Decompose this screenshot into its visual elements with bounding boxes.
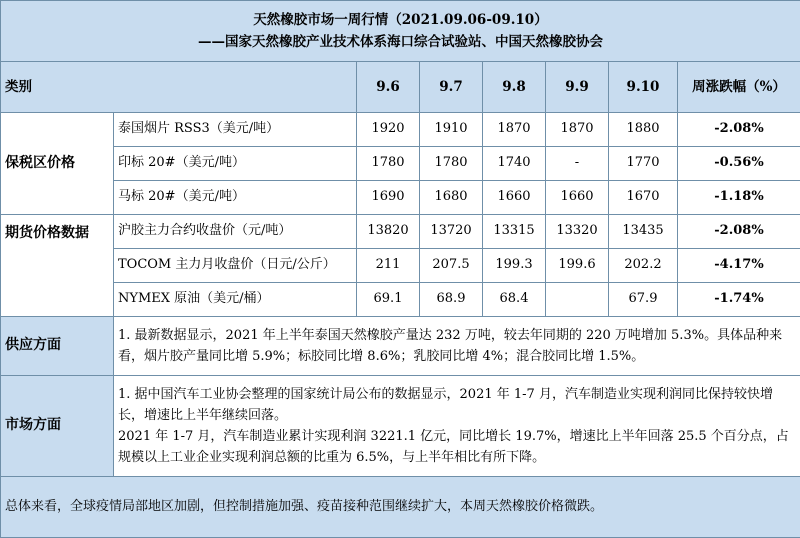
price-cell: 1670: [609, 181, 678, 215]
table-row: [1, 113, 800, 147]
header-date: 9.8: [483, 62, 546, 113]
price-cell: 1870: [483, 113, 546, 147]
price-cell: 13820: [357, 215, 420, 249]
price-cell: 207.5: [420, 249, 483, 283]
price-cell: 1770: [609, 147, 678, 181]
price-cell: 67.9: [609, 283, 678, 317]
item-label: 泰国烟片 RSS3（美元/吨）: [114, 113, 357, 147]
item-label: 印标 20#（美元/吨）: [114, 147, 357, 181]
price-cell: 1870: [546, 113, 609, 147]
price-cell: 1680: [420, 181, 483, 215]
report-title-source: ——国家天然橡胶产业技术体系海口综合试验站、中国天然橡胶协会: [1, 31, 800, 53]
market-text: [114, 376, 800, 477]
price-cell: 1910: [420, 113, 483, 147]
change-cell: -1.18%: [678, 181, 800, 215]
market-row: [1, 376, 800, 477]
item-label: 沪胶主力合约收盘价（元/吨）: [114, 215, 357, 249]
price-cell: 68.9: [420, 283, 483, 317]
summary-row: [1, 477, 800, 538]
price-cell: 13435: [609, 215, 678, 249]
price-cell: -: [546, 147, 609, 181]
price-cell: 13315: [483, 215, 546, 249]
price-cell: 202.2: [609, 249, 678, 283]
price-cell: 1880: [609, 113, 678, 147]
price-cell: 199.6: [546, 249, 609, 283]
price-cell: 1690: [357, 181, 420, 215]
table-row: [1, 249, 800, 283]
price-cell: 13720: [420, 215, 483, 249]
change-cell: -4.17%: [678, 249, 800, 283]
supply-row: [1, 317, 800, 376]
item-label: 马标 20#（美元/吨）: [114, 181, 357, 215]
price-cell: 1740: [483, 147, 546, 181]
header-category: 类别: [1, 62, 357, 113]
market-paragraph-2: 2021 年 1-7 月，汽车制造业累计实现利润 3221.1 亿元，同比增长 19.7%，增速比上半年回落 25.5 个百分点，占规模以上工业企业实现利润总额的比重为 6.5%，与上半年相比有所下降。: [118, 426, 796, 468]
price-cell: 1660: [546, 181, 609, 215]
table-row: [1, 215, 800, 249]
report-title-main: 天然橡胶市场一周行情（2021.09.06-09.10）: [1, 9, 800, 31]
item-label: NYMEX 原油（美元/桶）: [114, 283, 357, 317]
change-cell: -0.56%: [678, 147, 800, 181]
header-row: [1, 62, 800, 113]
table-row: [1, 283, 800, 317]
supply-text: 1. 最新数据显示，2021 年上半年泰国天然橡胶产量达 232 万吨，较去年同期的 220 万吨增加 5.3%。具体品种来看，烟片胶产量同比增 5.9%；标胶同比增 8.6%；乳胶同比增 4%；混合胶同比增 1.5%。: [114, 317, 800, 376]
change-cell: -1.74%: [678, 283, 800, 317]
price-cell: 1780: [420, 147, 483, 181]
header-date: 9.9: [546, 62, 609, 113]
price-cell: 1780: [357, 147, 420, 181]
price-cell: [546, 283, 609, 317]
market-label: 市场方面: [1, 376, 114, 477]
table-row: [1, 181, 800, 215]
price-cell: 1660: [483, 181, 546, 215]
group-label-futures: 期货价格数据: [1, 215, 114, 317]
header-weekly-change: 周涨跌幅（%）: [678, 62, 800, 113]
change-cell: -2.08%: [678, 215, 800, 249]
supply-label: 供应方面: [1, 317, 114, 376]
price-cell: 211: [357, 249, 420, 283]
header-date: 9.6: [357, 62, 420, 113]
price-cell: 13320: [546, 215, 609, 249]
market-paragraph-1: 1. 据中国汽车工业协会整理的国家统计局公布的数据显示，2021 年 1-7 月，汽车制造业实现利润同比保持较快增长，增速比上半年继续回落。: [118, 384, 796, 426]
header-date: 9.10: [609, 62, 678, 113]
change-cell: -2.08%: [678, 113, 800, 147]
summary-text: 总体来看，全球疫情局部地区加剧，但控制措施加强、疫苗接种范围继续扩大，本周天然橡胶价格微跌。: [1, 477, 800, 538]
table-row: [1, 147, 800, 181]
price-cell: 1920: [357, 113, 420, 147]
price-cell: 69.1: [357, 283, 420, 317]
price-cell: 68.4: [483, 283, 546, 317]
group-label-bonded: 保税区价格: [1, 113, 114, 215]
header-date: 9.7: [420, 62, 483, 113]
item-label: TOCOM 主力月收盘价（日元/公斤）: [114, 249, 357, 283]
price-cell: 199.3: [483, 249, 546, 283]
report-title: [1, 1, 800, 62]
